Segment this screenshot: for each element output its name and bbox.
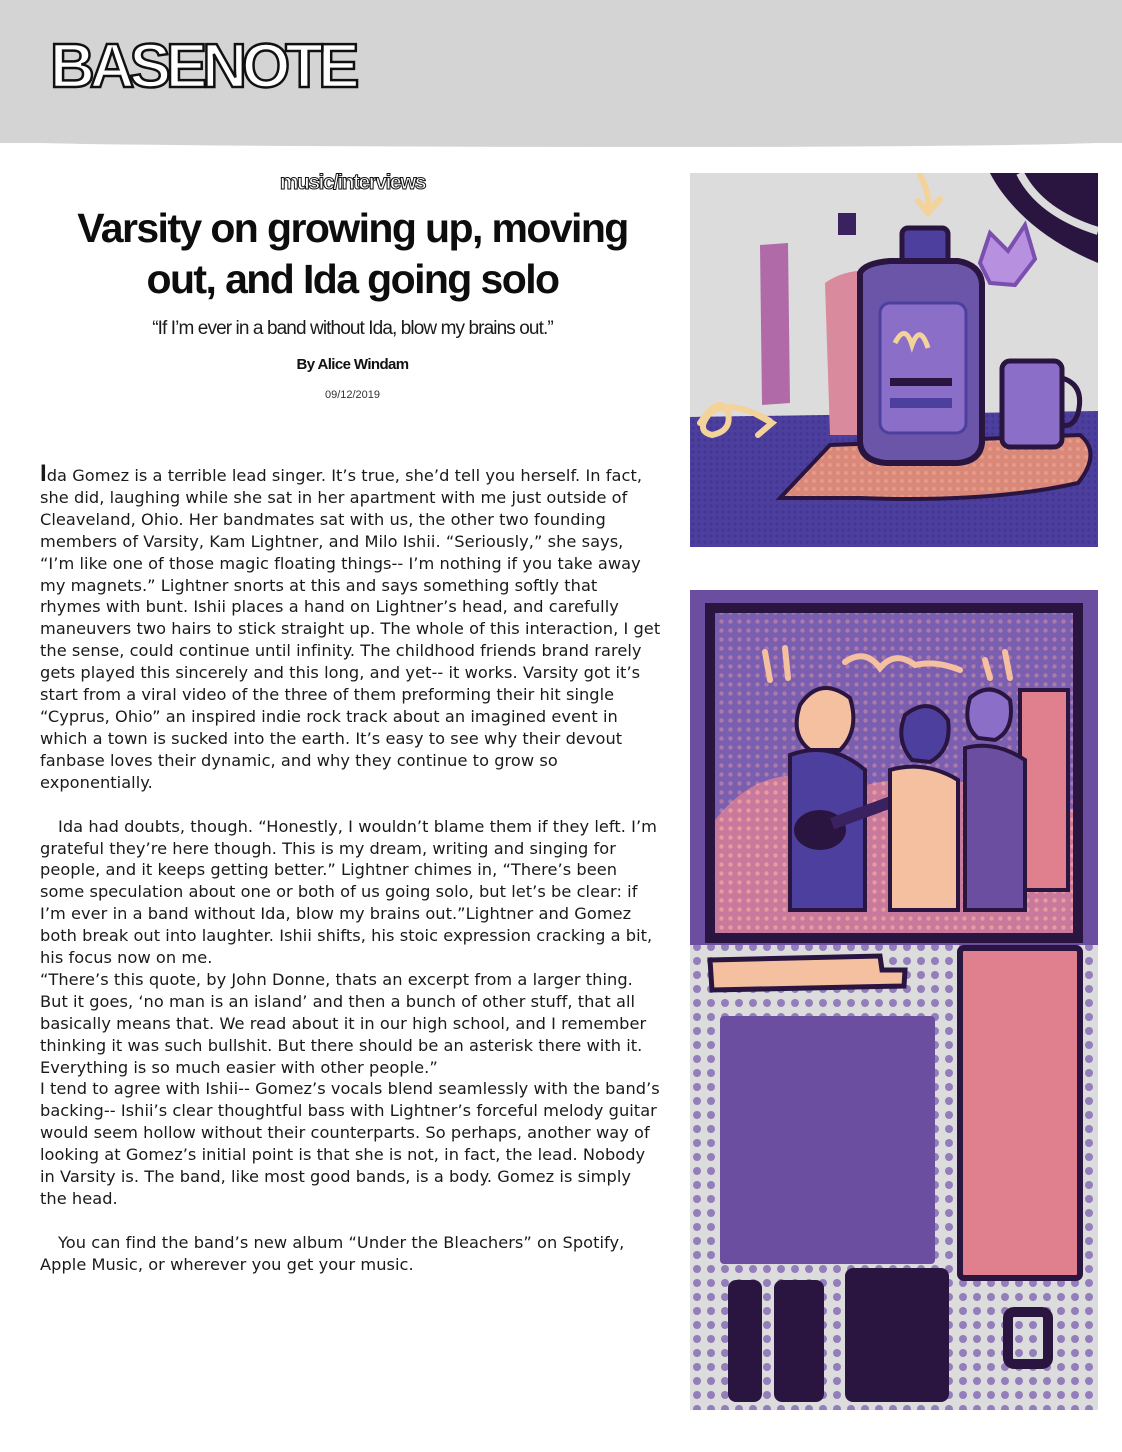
illustration-bottle — [690, 173, 1098, 547]
section-label[interactable]: music/interviews — [279, 171, 426, 194]
article-paragraph-3: “There’s this quote, by John Donne, thats an excerpt from a larger thing. But it goes, ‘no man is an island’ and then a bunch of other stuff, that all basically means that. We read about it in our high school, and I remember thinking it was such bullshit. But there should be an asterisk there with it. Everything is so much easier with other people.” — [40, 969, 647, 1077]
article-paragraph-5: You can find the band’s new album “Under the Bleachers” on Spotify, Apple Music, or wherever you get your music. — [40, 1232, 625, 1274]
publish-date: 09/12/2019 — [324, 389, 381, 401]
headline-line-2: out, and Ida going solo — [146, 256, 559, 302]
drop-cap: I — [40, 460, 47, 487]
article-paragraph-1: Ida Gomez is a terrible lead singer. It’s true, she’d tell you herself. In fact, she did, laughing while she sat in her apartment with me just outside of Cleaveland, Ohio. Her bandmates sat with us, the other two founding members of Varsity, Kam Lightner, and Milo Ishii. “Seriously,” she says, “I’m like one of those magic floating things-- I’m nothing if you take away my magnets.” Lightner snorts at this and says something softly that rhymes with bunt. Ishii places a hand on Lightner’s head, and carefully maneuvers two hairs to stick straight up. The whole of this interaction, I get the sense, could continue until infinity. The childhood friends brand rarely gets played this sincerely and this long, and yet-- it works. Varsity got it’s start from a viral video of the three of them preforming their hit single “Cyprus, Ohio” an inspired indie rock track about an imagined event in which a town is sucked into the earth. It’s easy to see why their devout fanbase loves their dynamic, and why they continue to grow so exponentially. — [40, 460, 661, 792]
masthead-band — [0, 0, 1122, 143]
pull-quote: “If I’m ever in a band without Ida, blow my brains out.” — [152, 318, 553, 339]
article-body — [40, 462, 662, 1276]
illustration-band — [690, 590, 1098, 1410]
byline: By Alice Windam — [296, 356, 409, 373]
article-paragraph-4: I tend to agree with Ishii-- Gomez’s vocals blend seamlessly with the band’s backing-- Ishii’s clear thoughtful bass with Lightner’s forceful melody guitar would seem hollow without their counterparts. So perhaps, another way of looking at Gomez’s initial point is that she is not, in fact, the lead. Nobody in Varsity is. The band, like most good bands, is a body. Gomez is simply the head. — [40, 1079, 660, 1208]
headline-line-1: Varsity on growing up, moving — [77, 205, 628, 251]
masthead-logo[interactable]: BASENOTE — [50, 32, 355, 101]
article-paragraph-2: Ida had doubts, though. “Honestly, I wouldn’t blame them if they left. I’m grateful they’re here though. This is my dream, writing and singing for people, and it keeps getting better.” Lightner chimes in, “There’s been some speculation about one or both of us going solo, but let’s be clear: if I’m ever in a band without Ida, blow my brains out.”Lightner and Gomez both break out into laughter. Ishii shifts, his stoic expression cracking a bit, his focus now on me. — [40, 816, 657, 968]
headline — [40, 203, 665, 305]
